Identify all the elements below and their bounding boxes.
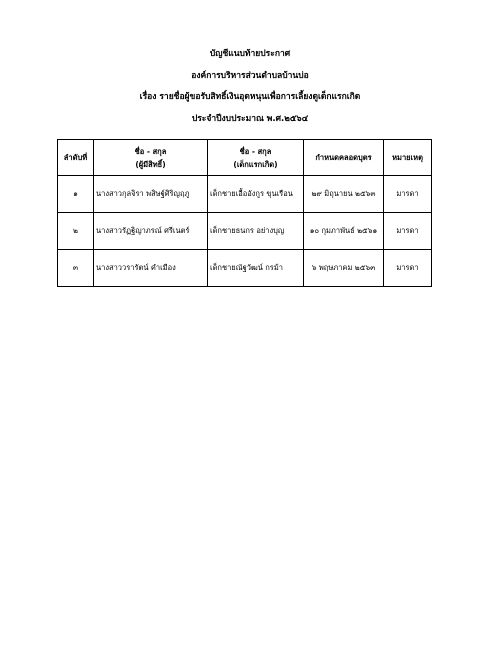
header-child-sub: (เด็กแรกเกิด) bbox=[233, 159, 278, 169]
claimant-table bbox=[57, 139, 432, 287]
header-fiscal-year: ประจำปีงบประมาณ พ.ศ.๒๕๖๔ bbox=[191, 113, 309, 124]
announcement-header bbox=[0, 44, 500, 130]
cell-note: มารดา bbox=[384, 250, 432, 287]
header-birth: กำหนดคลอดบุตร bbox=[304, 140, 384, 176]
header-attachment-title: บัญชีแนบท้ายประกาศ bbox=[209, 49, 291, 59]
header-claimant bbox=[94, 140, 208, 176]
cell-claimant: นางสาวรัฏฐิญาภรณ์ ศรีเนตร์ bbox=[94, 213, 208, 250]
header-claimant-main: ชื่อ - สกุล bbox=[134, 146, 167, 156]
cell-claimant: นางสาววรารัตน์ คำเมือง bbox=[94, 250, 208, 287]
header-child bbox=[208, 140, 304, 176]
header-no: ลำดับที่ bbox=[58, 140, 94, 176]
header-subject: เรื่อง รายชื่อผู้ขอรับสิทธิ์เงินอุดหนุนเพื่อการเลี้ยงดูเด็กแรกเกิด bbox=[139, 92, 361, 102]
table-row bbox=[58, 250, 432, 287]
header-child-main: ชื่อ - สกุล bbox=[239, 146, 272, 156]
header-claimant-sub: (ผู้มีสิทธิ์) bbox=[135, 159, 166, 169]
cell-note: มารดา bbox=[384, 213, 432, 250]
cell-child: เด็กชายณัฐวัฒน์ กรม้า bbox=[208, 250, 304, 287]
table-row bbox=[58, 213, 432, 250]
cell-claimant: นางสาวกุลจิรา พสิษฐ์ศิริญฤภู bbox=[94, 176, 208, 213]
table-row bbox=[58, 176, 432, 213]
table-header-row bbox=[58, 140, 432, 176]
cell-note: มารดา bbox=[384, 176, 432, 213]
cell-no: ๑ bbox=[58, 176, 94, 213]
cell-child: เด็กชายเอื้ออังกูร ขุนเรือน bbox=[208, 176, 304, 213]
cell-no: ๓ bbox=[58, 250, 94, 287]
cell-birth: ๑๐ กุมภาพันธ์ ๒๕๖๑ bbox=[304, 213, 384, 250]
cell-no: ๒ bbox=[58, 213, 94, 250]
header-organization: องค์การบริหารส่วนตำบลบ้านบ่อ bbox=[191, 70, 309, 81]
header-note: หมายเหตุ bbox=[384, 140, 432, 176]
cell-birth: ๖ พฤษภาคม ๒๕๖๓ bbox=[304, 250, 384, 287]
cell-child: เด็กชายธนกร อย่างบุญ bbox=[208, 213, 304, 250]
cell-birth: ๒๙ มิถุนายน ๒๕๖๓ bbox=[304, 176, 384, 213]
